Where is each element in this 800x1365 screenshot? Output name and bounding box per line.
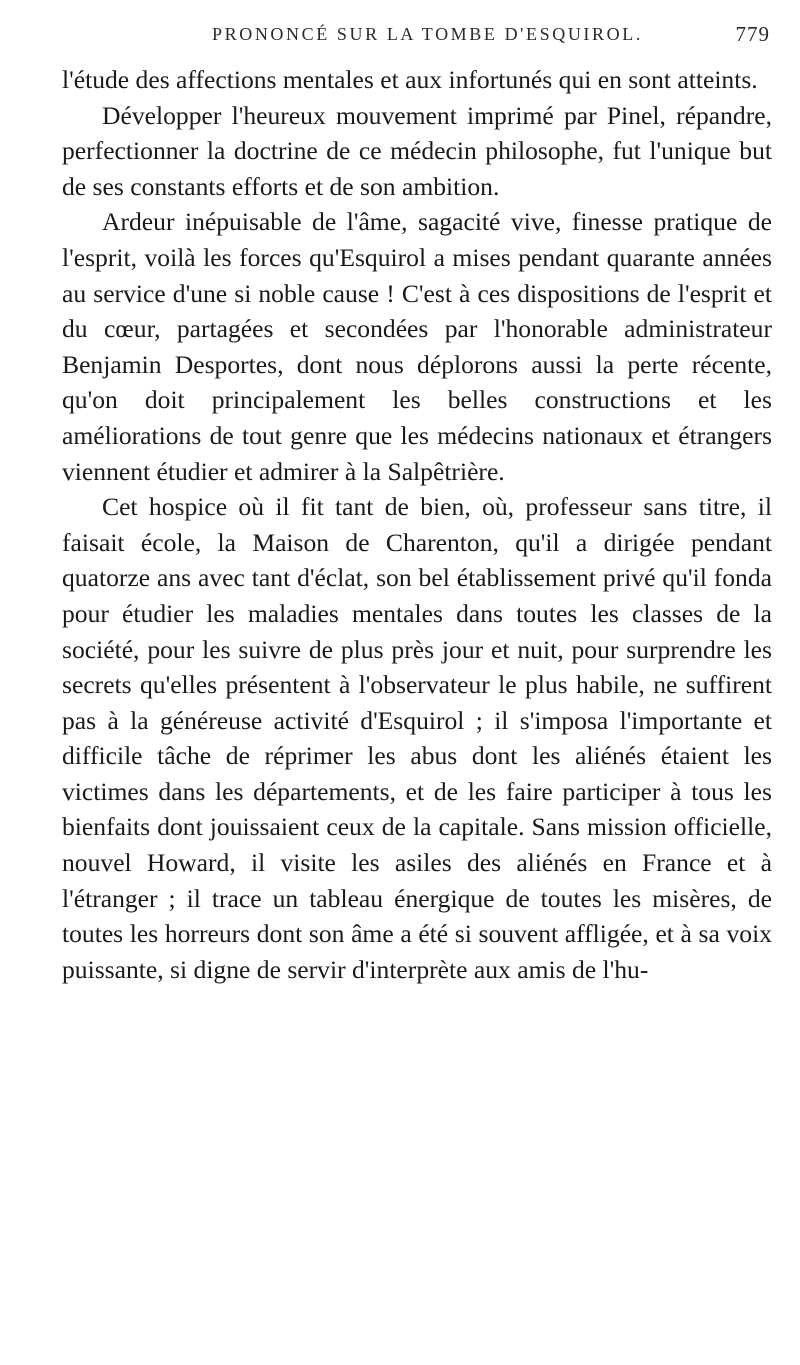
paragraph-ardeur: Ardeur inépuisable de l'âme, sagacité vive, finesse pratique de l'esprit, voilà les forces qu'Esquirol a mises pendant quarante années au service d'une si noble cause ! C'est à ces dispositions de l'esprit et du cœur, partagées et secondées par l'honorable administrateur Benjamin Desportes, dont nous déplorons aussi la perte récente, qu'on doit principalement les belles constructions et les améliorations de tout genre que les médecins nationaux et étrangers viennent étudier et admirer à la Salpêtrière. bbox=[62, 207, 772, 486]
paragraph-hospice: Cet hospice où il fit tant de bien, où, professeur sans titre, il faisait école, la Maison de Charenton, qu'il a dirigée pendant quatorze ans avec tant d'éclat, son bel établissement privé qu'il fonda pour étudier les maladies mentales dans toutes les classes de la société, pour les suivre de plus près jour et nuit, pour surprendre les secrets qu'elles présentent à l'observateur le plus habile, ne suffirent pas à la généreuse activité d'Esquirol ; il s'imposa l'importante et difficile tâche de réprimer les abus dont les aliénés étaient les victimes dans les départements, et de les faire participer à tous les bienfaits dont jouissaient ceux de la capitale. Sans mission officielle, nouvel Howard, il visite les asiles des aliénés en France et à l'étranger ; il trace un tableau énergique de toutes les misères, de toutes les horreurs dont son âme a été si souvent affligée, et à sa voix puissante, si digne de servir d'interprète aux amis de l'hu- bbox=[62, 492, 772, 984]
paragraph-pinel: Développer l'heureux mouvement imprimé par Pinel, répandre, perfectionner la doctrine de ce médecin philosophe, fut l'unique but de ses constants efforts et de son ambition. bbox=[62, 100, 772, 201]
running-title: PRONONCÉ SUR LA TOMBE D'ESQUIROL. bbox=[212, 24, 643, 44]
running-head bbox=[62, 18, 772, 58]
body-text bbox=[62, 62, 772, 987]
paragraph-continuation: l'étude des affections mentales et aux infortunés qui en sont atteints. bbox=[62, 65, 758, 94]
page-number: 779 bbox=[735, 22, 770, 46]
